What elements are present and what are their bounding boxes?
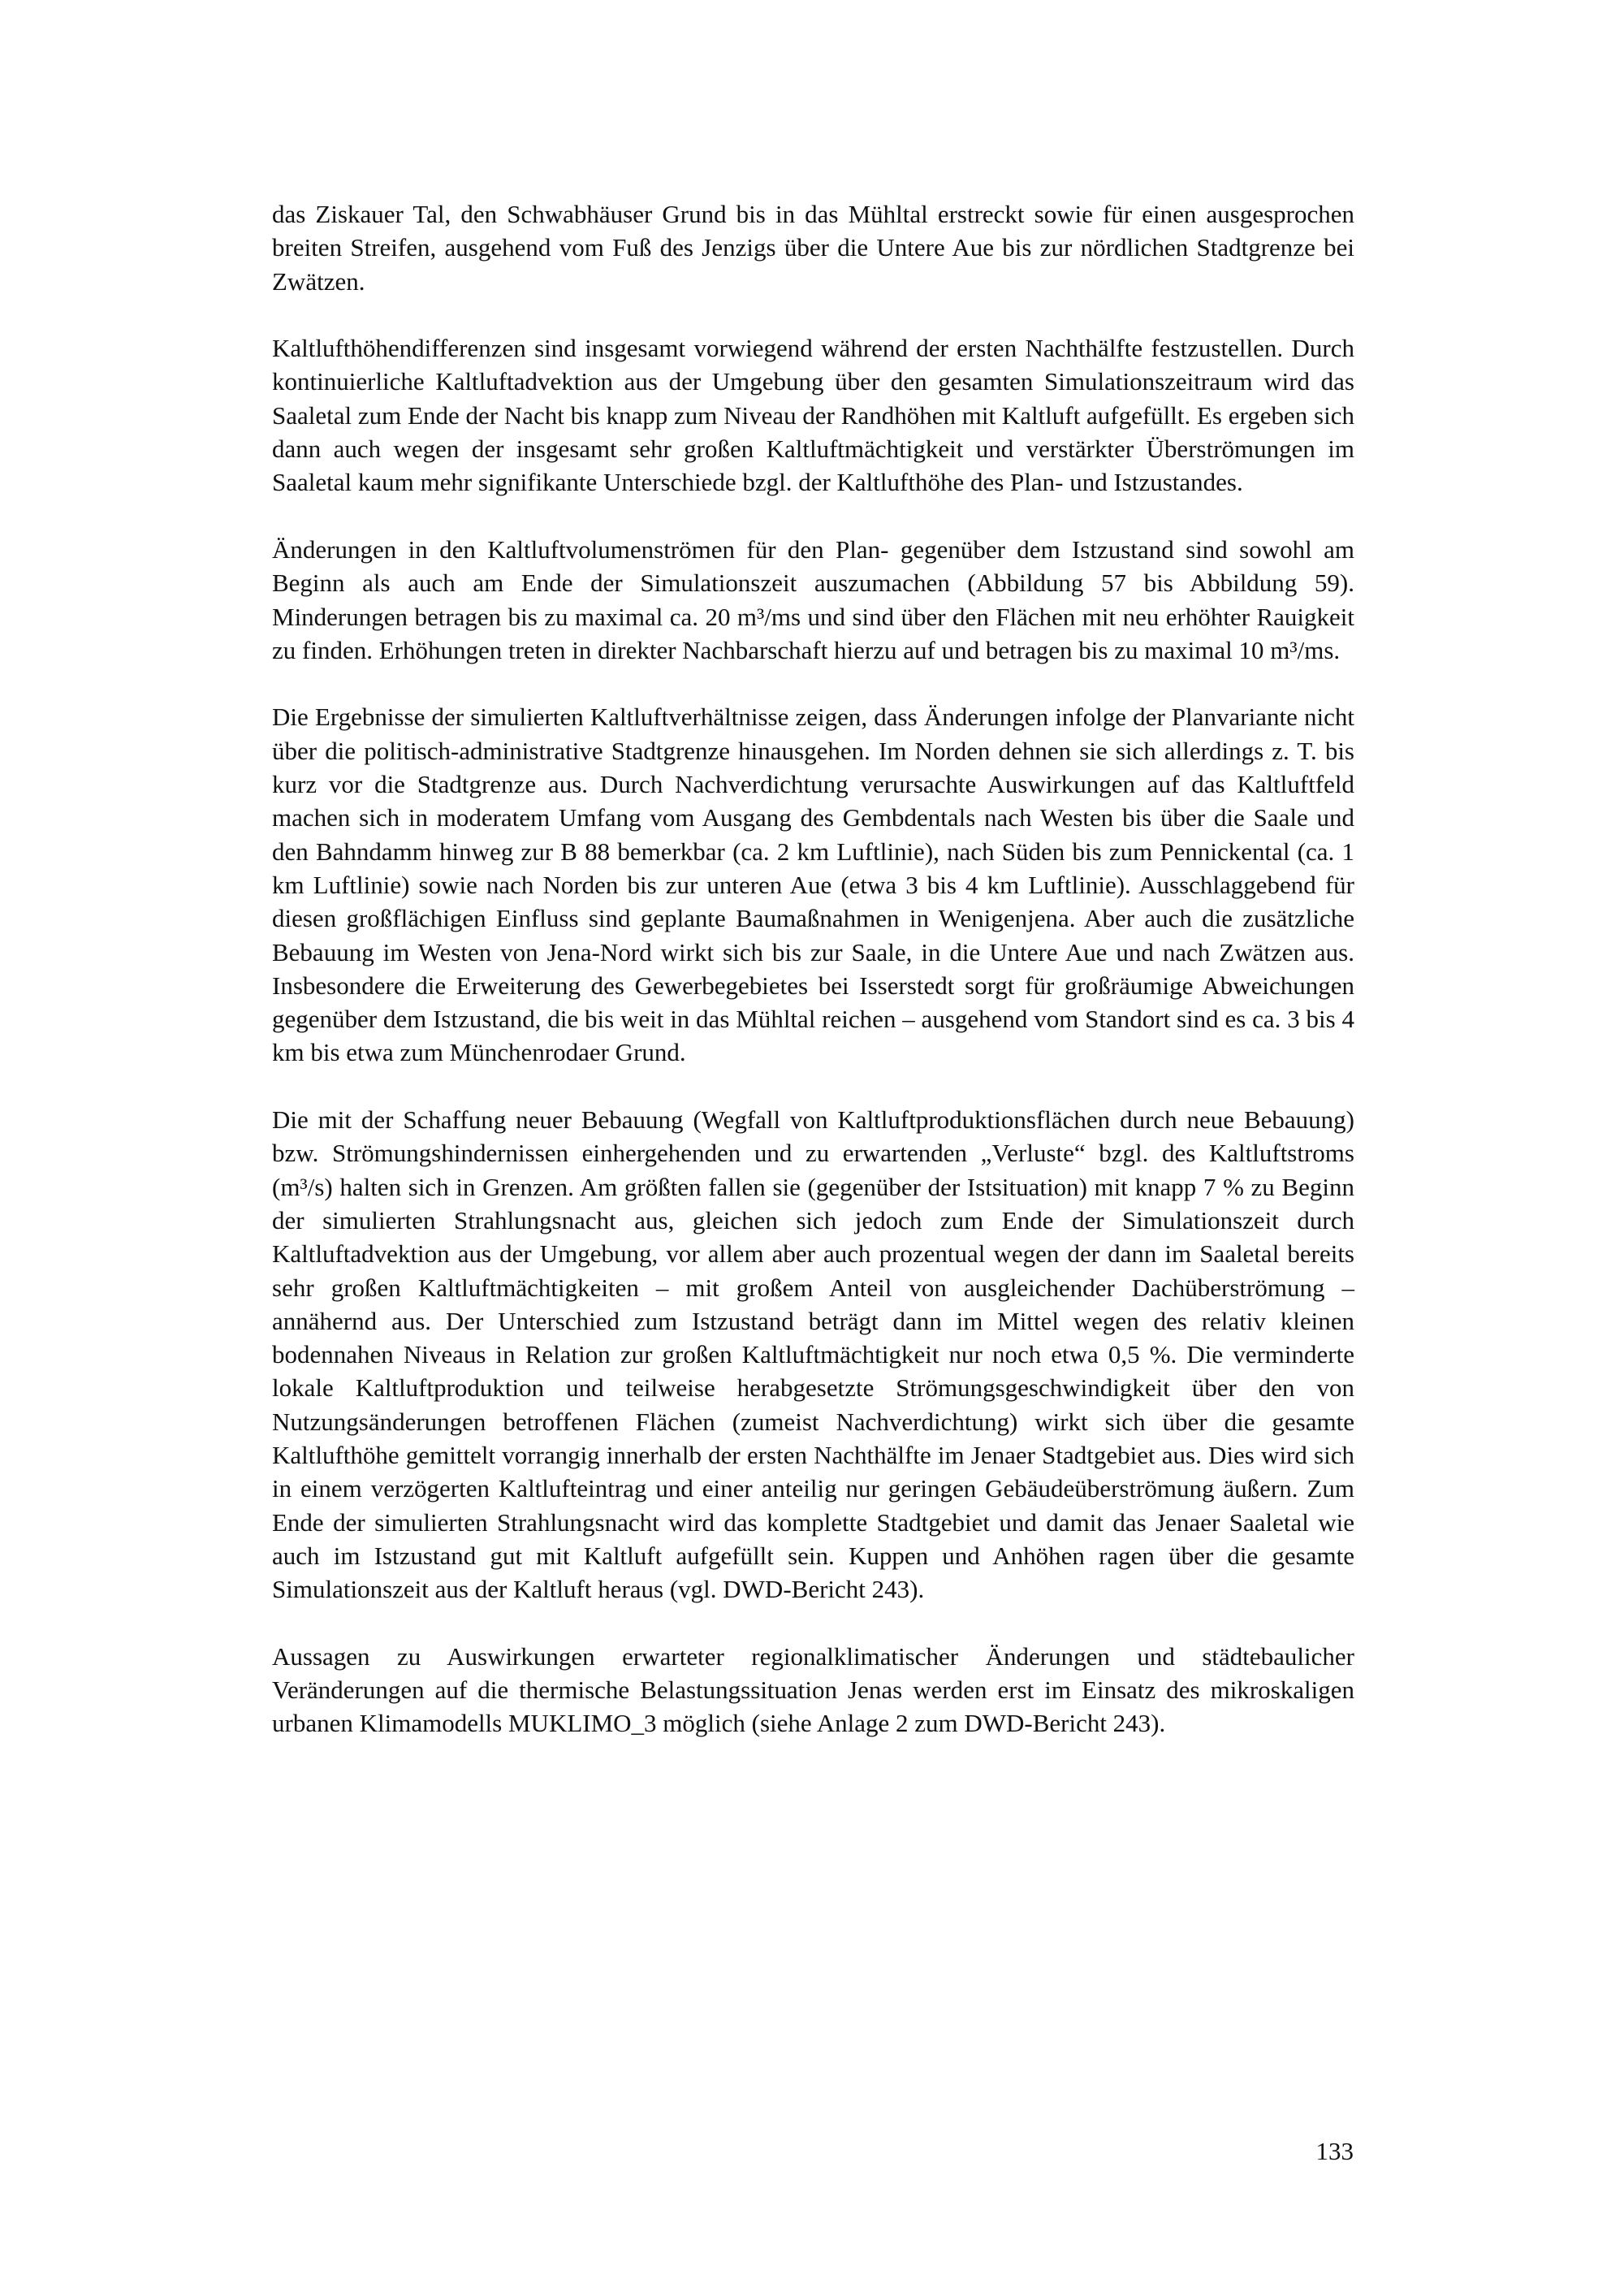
paragraph-cold-air-height-differences: Kaltlufthöhendifferenzen sind insgesamt vorwiegend während der ersten Nachthälfte festzustellen. Durch kontinuierliche Kaltluftadvektion aus der Umgebung über den gesamten Simulationszeitraum wird das Saaletal zum Ende der Nacht bis knapp zum Niveau der Randhöhen mit Kaltluft aufgefüllt. Es ergeben sich dann auch wegen der insgesamt sehr großen Kaltluftmächtigkeit und verstärkter Überströmungen im Saaletal kaum mehr signifikante Unterschiede bzgl. der Kaltlufthöhe des Plan- und Istzustandes. bbox=[272, 334, 1354, 497]
paragraph-volume-flow-changes: Änderungen in den Kaltluftvolumenströmen für den Plan- gegenüber dem Istzustand sind sowohl am Beginn als auch am Ende der Simulationszeit auszumachen (Abbildung 57 bis Abbildung 59). Minderungen betragen bis zu maximal ca. 20 m³/ms und sind über den Flächen mit neu erhöhter Rauigkeit zu finden. Erhöhungen treten in direkter Nachbarschaft hierzu auf und betragen bis zu maximal 10 m³/ms. bbox=[272, 534, 1354, 664]
paragraph-simulation-results-extent: Die Ergebnisse der simulierten Kaltluftverhältnisse zeigen, dass Änderungen infolge der Planvariante nicht über die politisch-administrative Stadtgrenze hinausgehen. Im Norden dehnen sie sich allerdings z. T. bis kurz vor die Stadtgrenze aus. Durch Nachverdichtung verursachte Auswirkungen auf das Kaltluftfeld machen sich in moderatem Umfang vom Ausgang des Gembdentals nach Westen bis über die Saale und den Bahndamm hinweg zur B 88 bemerkbar (ca. 2 km Luftlinie), nach Süden bis zum Pennickental (ca. 1 km Luftlinie) sowie nach Norden bis zur unteren Aue (etwa 3 bis 4 km Luftlinie). Ausschlaggebend für diesen großflächigen Einfluss sind geplante Baumaßnahmen in Wenigenjena. Aber auch die zusätzliche Bebauung im Westen von Jena-Nord wirkt sich bis zur Saale, in die Untere Aue und nach Zwätzen aus. Insbesondere die Erweiterung des Gewerbegebietes bei Isserstedt sorgt für großräumige Abweichungen gegenüber dem Istzustand, die bis weit in das Mühltal reichen – ausgehend vom Standort sind es ca. 3 bis 4 km bis etwa zum Münchenrodaer Grund. bbox=[272, 703, 1354, 1067]
paragraph-regional-climate-outlook: Aussagen zu Auswirkungen erwarteter regionalklimatischer Änderungen und städtebaulicher Veränderungen auf die thermische Belastungssituation Jenas werden erst im Einsatz des mikroskaligen urbanen Klimamodells MUKLIMO_3 möglich (siehe Anlage 2 zum DWD-Bericht 243). bbox=[272, 1641, 1354, 1738]
paragraph-cold-air-flow-losses: Die mit der Schaffung neuer Bebauung (Wegfall von Kaltluftproduktionsflächen durch neue Bebauung) bzw. Strömungshindernissen einhergehenden und zu erwartenden „Verluste“ bzgl. des Kaltluftstroms (m³/s) halten sich in Grenzen. Am größten fallen sie (gegenüber der Istsituation) mit knapp 7 % zu Beginn der simulierten Strahlungsnacht aus, gleichen sich jedoch zum Ende der Simulationszeit durch Kaltluftadvektion aus der Umgebung, vor allem aber auch prozentual wegen der dann im Saaletal bereits sehr großen Kaltluftmächtigkeiten – mit großem Anteil von ausgleichender Dachüberströmung – annähernd aus. Der Unterschied zum Istzustand beträgt dann im Mittel wegen des relativ kleinen bodennahen Niveaus in Relation zur großen Kaltluftmächtigkeit nur noch etwa 0,5 %. Die verminderte lokale Kaltluftproduktion und teilweise herabgesetzte Strömungsgeschwindigkeit über den von Nutzungsänderungen betroffenen Flächen (zumeist Nachverdichtung) wirkt sich über die gesamte Kaltlufthöhe gemittelt vorrangig innerhalb der ersten Nachthälfte im Jenaer Stadtgebiet aus. Dies wird sich in einem verzögerten Kaltlufteintrag und einer anteilig nur geringen Gebäudeüberströmung äußern. Zum Ende der simulierten Strahlungsnacht wird das komplette Stadtgebiet und damit das Jenaer Saaletal wie auch im Istzustand gut mit Kaltluft aufgefüllt sein. Kuppen und Anhöhen ragen über die gesamte Simulationszeit aus der Kaltluft heraus (vgl. DWD-Bericht 243). bbox=[272, 1105, 1354, 1604]
body-text bbox=[272, 197, 1354, 1740]
paragraph-cold-air-valleys-continuation: das Ziskauer Tal, den Schwabhäuser Grund bis in das Mühltal erstreckt sowie für einen ausgesprochen breiten Streifen, ausgehend vom Fuß des Jenzigs über die Untere Aue bis zur nördlichen Stadtgrenze bei Zwätzen. bbox=[272, 200, 1354, 296]
page-number: 133 bbox=[1315, 2137, 1354, 2165]
